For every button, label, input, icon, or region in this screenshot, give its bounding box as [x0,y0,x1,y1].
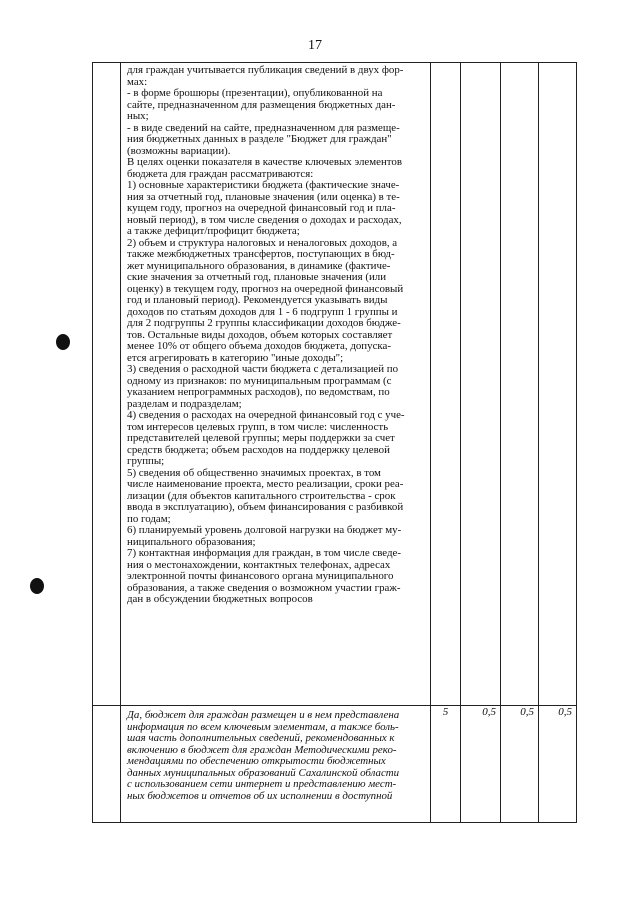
text-line: лизации (для объектов капитального строительства - срок [127,489,396,502]
methodology-text [121,63,430,606]
text-line: числе наименование проекта, место реализации, сроки реа- [127,478,404,490]
text-line: шая часть дополнительных сведений, рекомендованных к [127,732,395,744]
score-value: 5 [431,706,461,823]
empty-cell [461,63,501,706]
text-line: группы; [127,455,165,467]
text-line: мах: [127,75,148,88]
text-line: новый период), в том числе сведения о доходах и расходах, [127,213,402,226]
empty-cell [431,63,461,706]
weight-value: 0,5 [461,706,501,823]
text-line: ния за отчетный год, плановые значения (или оценка) в те- [127,190,400,203]
result-value: 0,5 [539,706,577,823]
text-line: ных; [127,110,149,122]
text-line: указанием непрограммных расходов), по ведомствам, по [127,386,390,398]
description-cell [121,63,431,706]
text-line: сайте, предназначенном для размещения бюджетных дан- [127,98,396,111]
punch-hole [56,334,70,350]
text-line: с использованием сети интернет и представлению мест- [127,778,397,790]
text-line: дан в обсуждении бюджетных вопросов [127,593,313,605]
text-line: по годам; [127,512,171,525]
coefficient-value: 0,5 [501,706,539,823]
text-line: доходов по статьям доходов для 1 - 6 подгрупп 1 группы и [127,305,398,318]
table-row [93,706,577,823]
text-line: ния о местонахождении, контактных телефонах, адресах [127,558,391,571]
text-line: образования, а также сведения о возможном участии граж- [127,581,401,594]
text-line: для 2 подгруппы 2 группы классификации доходов бюдже- [127,317,401,329]
text-line: - в форме брошюры (презентации), опубликованной на [127,87,383,99]
text-line: также межбюджетных трансфертов, поступающих в бюд- [127,248,395,260]
answer-text [121,706,430,802]
text-line: ния бюджетных данных в разделе "Бюджет для граждан" [127,133,392,145]
text-line: (возможны вариации). [127,144,231,157]
text-line: 4) сведения о расходах на очередной финансовый год с уче- [127,409,405,421]
text-line: оценку) в текущем году, прогноз на очередной финансовый [127,282,404,295]
number-cell [93,63,121,706]
text-line: тов. Остальные виды доходов, объем которых составляет [127,328,393,341]
text-line: данных муниципальных образований Сахалинской области [127,766,400,779]
text-line: для граждан учитывается публикация сведений в двух фор- [127,64,404,76]
text-line: бюджета для граждан рассматриваются: [127,167,314,180]
text-line: 3) сведения о расходной части бюджета с детализацией по [127,363,399,375]
empty-cell [539,63,577,706]
text-line: одному из признаков: по муниципальным программам (с [127,374,392,387]
text-line: включению в бюджет для граждан Методическими реко- [127,743,397,756]
text-line: электронной почты финансового органа муниципального [127,570,394,582]
text-line: 1) основные характеристики бюджета (фактические значе- [127,179,400,191]
empty-cell [501,63,539,706]
text-line: год и плановый период). Рекомендуется указывать виды [127,294,388,306]
text-line: ские значения за отчетный год, плановые значения (или [127,271,387,283]
text-line: В целях оценки показателя в качестве ключевых элементов [127,156,402,168]
text-line: Да, бюджет для граждан размещен и в нем представлена [127,709,400,721]
text-line: менее 10% от общего объема доходов бюджета, допуска- [127,340,391,352]
text-line: 6) планируемый уровень долговой нагрузки на бюджет му- [127,524,402,536]
text-line: 2) объем и структура налоговых и неналоговых доходов, а [127,236,398,249]
text-line: ных бюджетов и отчетов об их исполнении в доступной [127,789,393,802]
text-line: ниципального образования; [127,535,256,548]
text-line: жет муниципального образования, в динамике (фактиче- [127,259,391,272]
text-line: 7) контактная информация для граждан, в том числе сведе- [127,547,402,559]
number-cell [93,706,121,823]
text-line: том интересов целевых групп, в том числе: численность [127,420,389,433]
text-line: мендациями по обеспечению открытости бюджетных [127,755,386,767]
criteria-table [92,62,577,823]
text-line: - в виде сведений на сайте, предназначенном для размеще- [127,121,400,134]
text-line: а также дефицит/профицит бюджета; [127,225,300,237]
page-number: 17 [308,38,322,53]
text-line: ется агрегировать в категорию "иные доходы"; [127,351,344,364]
text-line: средств бюджета; объем расходов на поддержку целевой [127,443,390,456]
text-line: разделам и подразделам; [127,397,242,410]
text-line: информация по всем ключевым элементам, а также боль- [127,720,399,733]
answer-cell [121,706,431,823]
text-line: кущем году, прогноз на очередной финансовый год и пла- [127,202,396,214]
text-line: 5) сведения об общественно значимых проектах, в том [127,466,381,479]
text-line: ввода в эксплуатацию), объем финансирования с разбивкой [127,501,404,513]
table-row [93,63,577,706]
punch-hole [30,578,44,594]
text-line: представителей целевой группы; меры поддержки за счет [127,432,395,444]
